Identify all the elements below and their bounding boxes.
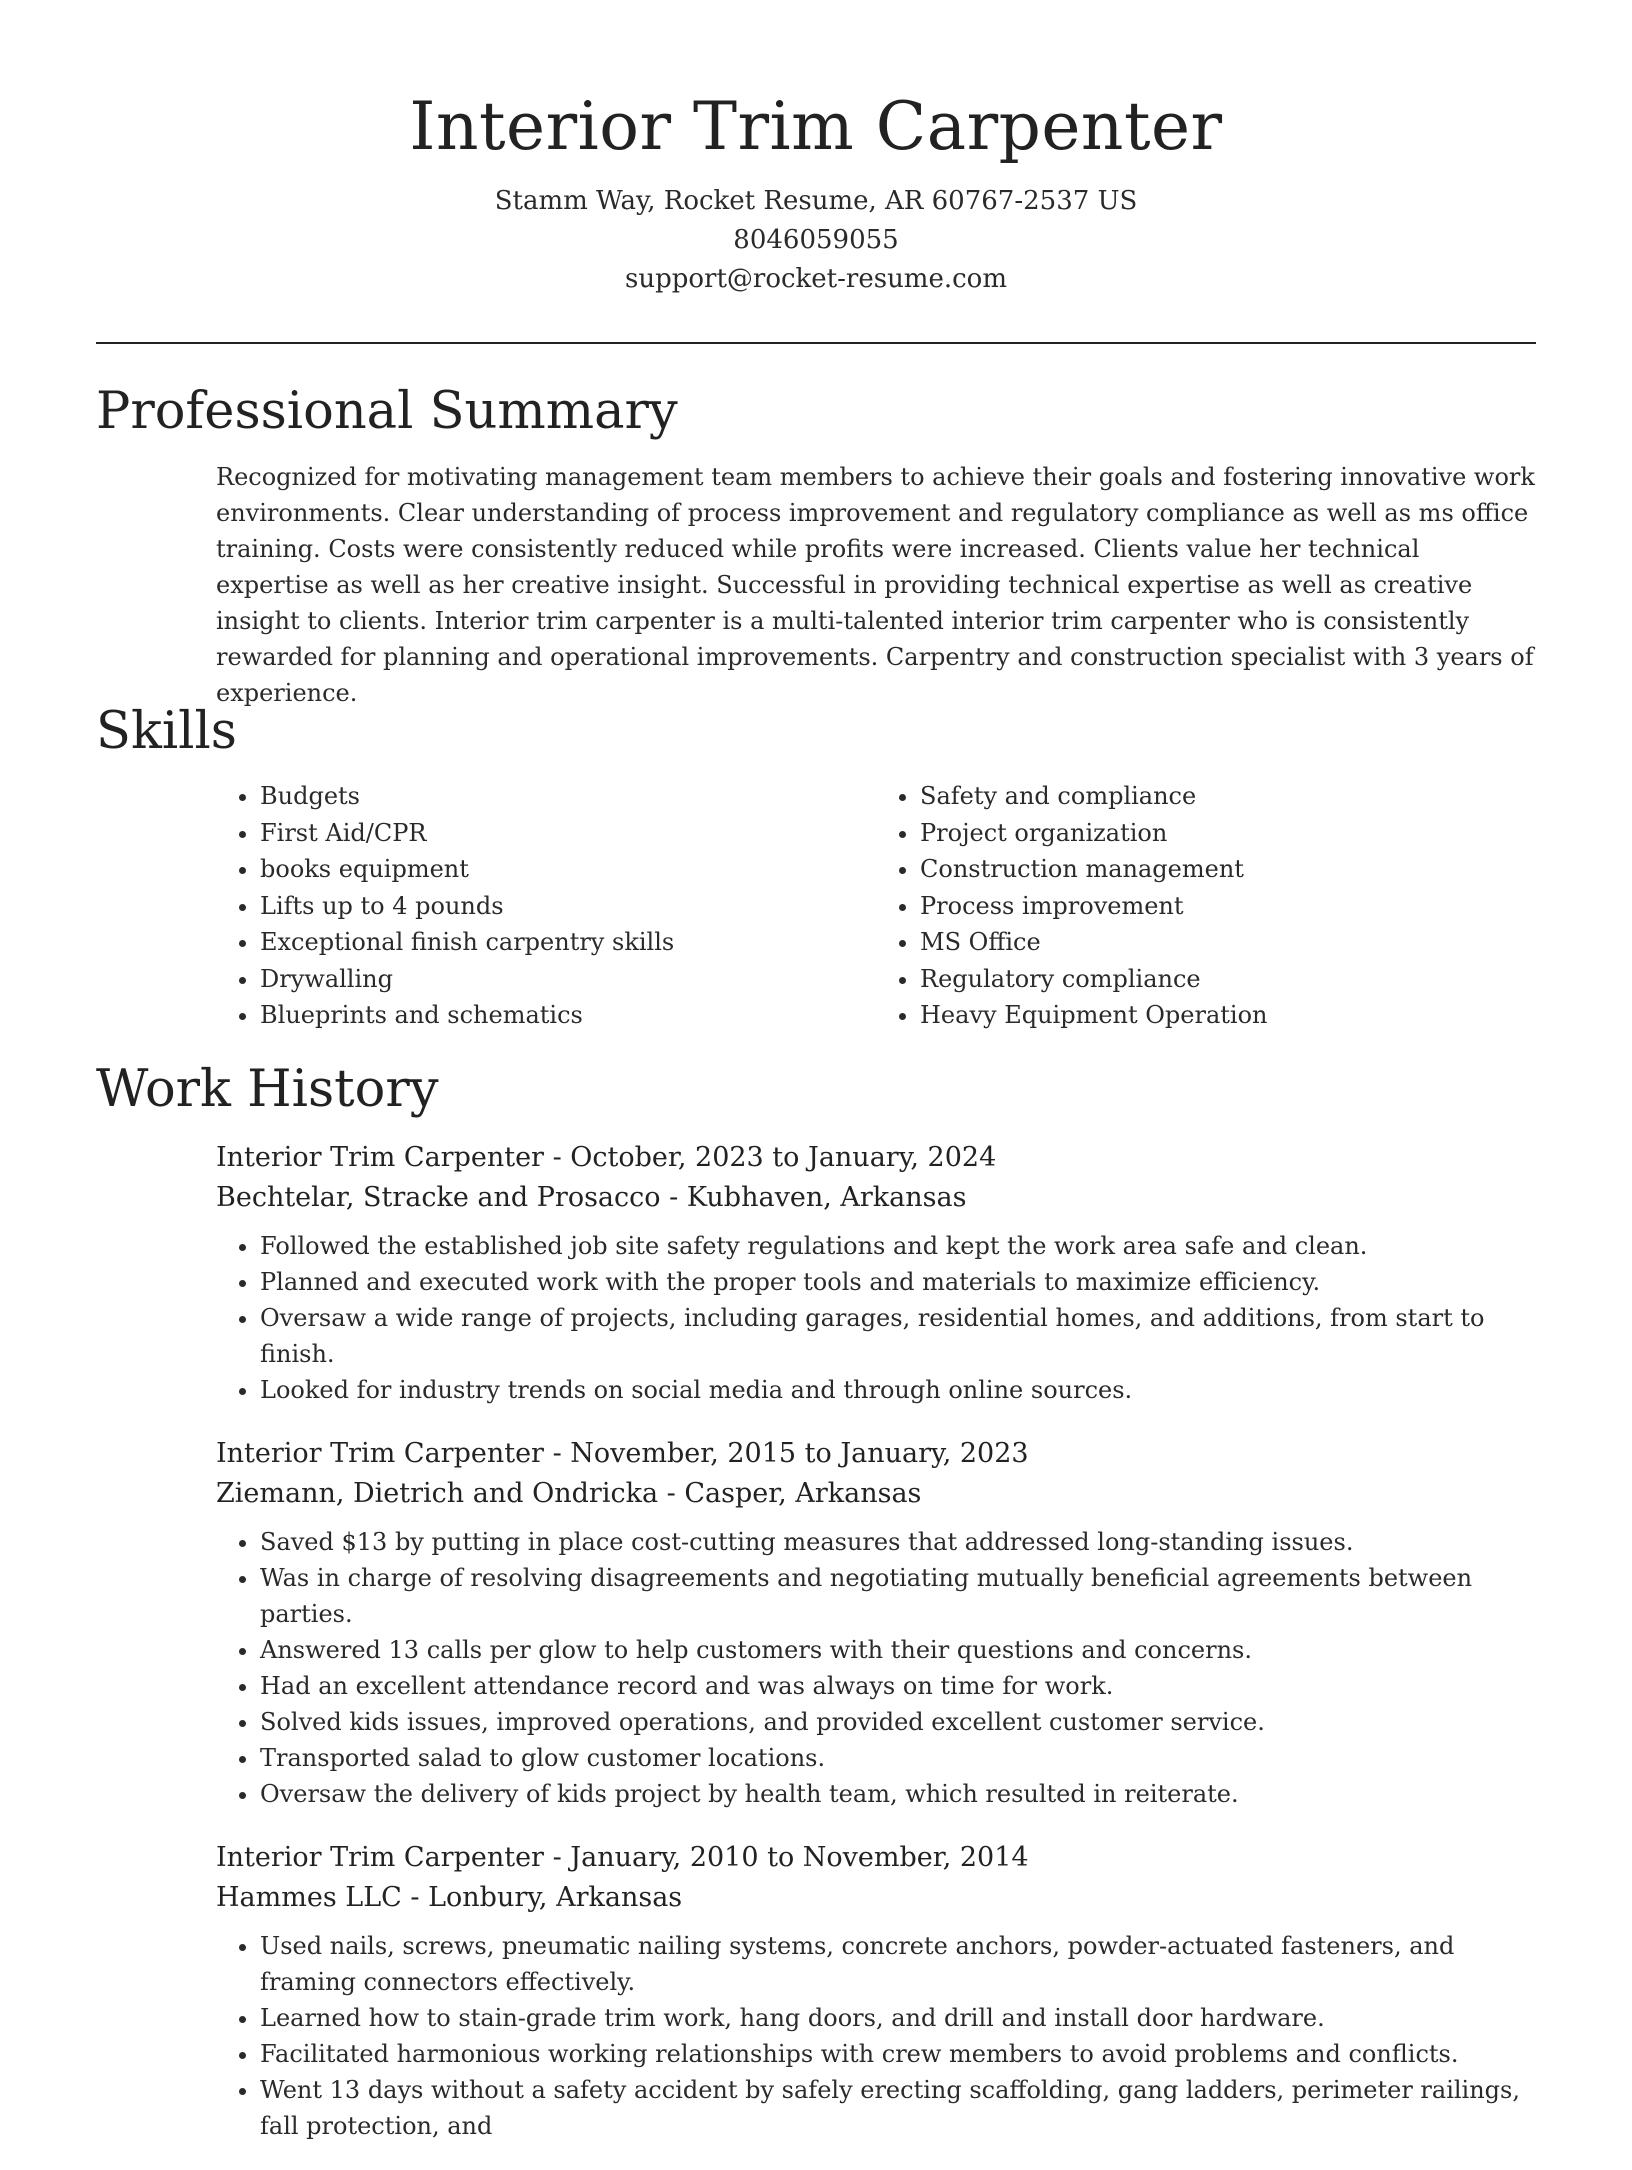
job-company-line (216, 1178, 1536, 1218)
job-company-line (216, 1878, 1536, 1918)
skill-item: • Process improvement (920, 888, 1536, 925)
professional-summary-section (96, 380, 1536, 711)
skill-item: • Lifts up to 4 pounds (260, 888, 876, 925)
job-bullet: • Oversaw the delivery of kids project by health team, which resulted in reiterate. (260, 1776, 1536, 1812)
skills-list-left (216, 778, 876, 1034)
job-entry (216, 1838, 1536, 2144)
skill-item: • Heavy Equipment Operation (920, 997, 1536, 1034)
resume-header (0, 0, 1632, 299)
job-title-line (216, 1838, 1536, 1878)
skills-columns (216, 778, 1536, 1034)
job-bullet: • Learned how to stain-grade trim work, hang doors, and drill and install door hardware. (260, 2000, 1536, 2036)
skill-item: • Drywalling (260, 961, 876, 998)
summary-text: Recognized for motivating management team members to achieve their goals and fostering innovative work environments. Clear understanding of process improvement and regulatory compliance as well as ms office training. Costs were consistently reduced while profits were increased. Clients value her technical expertise as well as her creative insight. Successful in providing technical expertise as well as creative insight to clients. Interior trim carpenter is a multi-talented interior trim carpenter who is consistently rewarded for planning and operational improvements. Carpentry and construction specialist with 3 years of experience. (216, 463, 1535, 707)
skill-item: • Safety and compliance (920, 778, 1536, 815)
skills-body (216, 778, 1536, 1034)
job-bullet: • Was in charge of resolving disagreements and negotiating mutually beneficial agreements between parties. (260, 1560, 1536, 1632)
header-divider (96, 342, 1536, 344)
job-bullet: • Transported salad to glow customer locations. (260, 1740, 1536, 1776)
skill-item: • Blueprints and schematics (260, 997, 876, 1034)
job-bullet: • Looked for industry trends on social media and through online sources. (260, 1372, 1536, 1408)
job-bullet: • Followed the established job site safety regulations and kept the work area safe and clean. (260, 1228, 1536, 1264)
separator: - (552, 1142, 571, 1173)
job-location: Lonbury, Arkansas (428, 1882, 683, 1913)
job-bullet: • Had an excellent attendance record and was always on time for work. (260, 1668, 1536, 1704)
job-title: Interior Trim Carpenter (216, 1142, 544, 1173)
section-title-summary: Professional Summary (96, 382, 678, 441)
contact-address: Stamm Way, Rocket Resume, AR 60767-2537 US (494, 186, 1138, 216)
summary-body (216, 459, 1536, 711)
skills-list-right (876, 778, 1536, 1034)
contact-email: support@rocket-resume.com (624, 264, 1007, 294)
job-company: Bechtelar, Stracke and Prosacco (216, 1182, 661, 1213)
skill-item: • Construction management (920, 851, 1536, 888)
skill-item: • Regulatory compliance (920, 961, 1536, 998)
job-title-line (216, 1138, 1536, 1178)
skills-section (96, 700, 1536, 1034)
job-bullet: • Went 13 days without a safety accident by safely erecting scaffolding, gang ladders, perimeter railings, fall protection, and (260, 2072, 1536, 2144)
job-location: Kubhaven, Arkansas (686, 1182, 967, 1213)
work-history-body (216, 1138, 1536, 2144)
contact-info (0, 182, 1632, 299)
job-bullet: • Solved kids issues, improved operations, and provided excellent customer service. (260, 1704, 1536, 1740)
job-bullet: • Answered 13 calls per glow to help customers with their questions and concerns. (260, 1632, 1536, 1668)
job-title: Interior Trim Carpenter (216, 1842, 544, 1873)
candidate-name: Interior Trim Carpenter (409, 88, 1223, 165)
job-bullet-list (216, 1928, 1536, 2144)
contact-phone: 8046059055 (733, 225, 899, 255)
skill-item: • books equipment (260, 851, 876, 888)
job-title-line (216, 1434, 1536, 1474)
job-dates: January, 2010 to November, 2014 (570, 1842, 1029, 1873)
job-entry (216, 1138, 1536, 1408)
skill-item: • Project organization (920, 815, 1536, 852)
job-dates: October, 2023 to January, 2024 (570, 1142, 997, 1173)
section-title-skills: Skills (96, 702, 237, 761)
skill-item: • MS Office (920, 924, 1536, 961)
section-title-work-history: Work History (96, 1060, 439, 1119)
job-bullet: • Saved $13 by putting in place cost-cutting measures that addressed long-standing issues. (260, 1524, 1536, 1560)
job-dates: November, 2015 to January, 2023 (570, 1438, 1029, 1469)
separator: - (552, 1842, 571, 1873)
job-entry (216, 1434, 1536, 1812)
separator: - (410, 1882, 429, 1913)
separator: - (666, 1478, 685, 1509)
job-bullet: • Facilitated harmonious working relationships with crew members to avoid problems and conflicts. (260, 2036, 1536, 2072)
separator: - (552, 1438, 571, 1469)
job-bullet: • Oversaw a wide range of projects, including garages, residential homes, and additions, from start to finish. (260, 1300, 1536, 1372)
job-company: Hammes LLC (216, 1882, 402, 1913)
job-location: Casper, Arkansas (684, 1478, 922, 1509)
skill-item: • Exceptional finish carpentry skills (260, 924, 876, 961)
job-bullet-list (216, 1228, 1536, 1408)
separator: - (669, 1182, 687, 1213)
job-company: Ziemann, Dietrich and Ondricka (216, 1478, 659, 1509)
job-title: Interior Trim Carpenter (216, 1438, 544, 1469)
job-bullet: • Planned and executed work with the proper tools and materials to maximize efficiency. (260, 1264, 1536, 1300)
job-bullet-list (216, 1524, 1536, 1812)
skill-item: • First Aid/CPR (260, 815, 876, 852)
skill-item: • Budgets (260, 778, 876, 815)
job-bullet: • Used nails, screws, pneumatic nailing systems, concrete anchors, powder-actuated fasteners, and framing connectors effectively. (260, 1928, 1536, 2000)
work-history-section (96, 1058, 1536, 2170)
job-company-line (216, 1474, 1536, 1514)
